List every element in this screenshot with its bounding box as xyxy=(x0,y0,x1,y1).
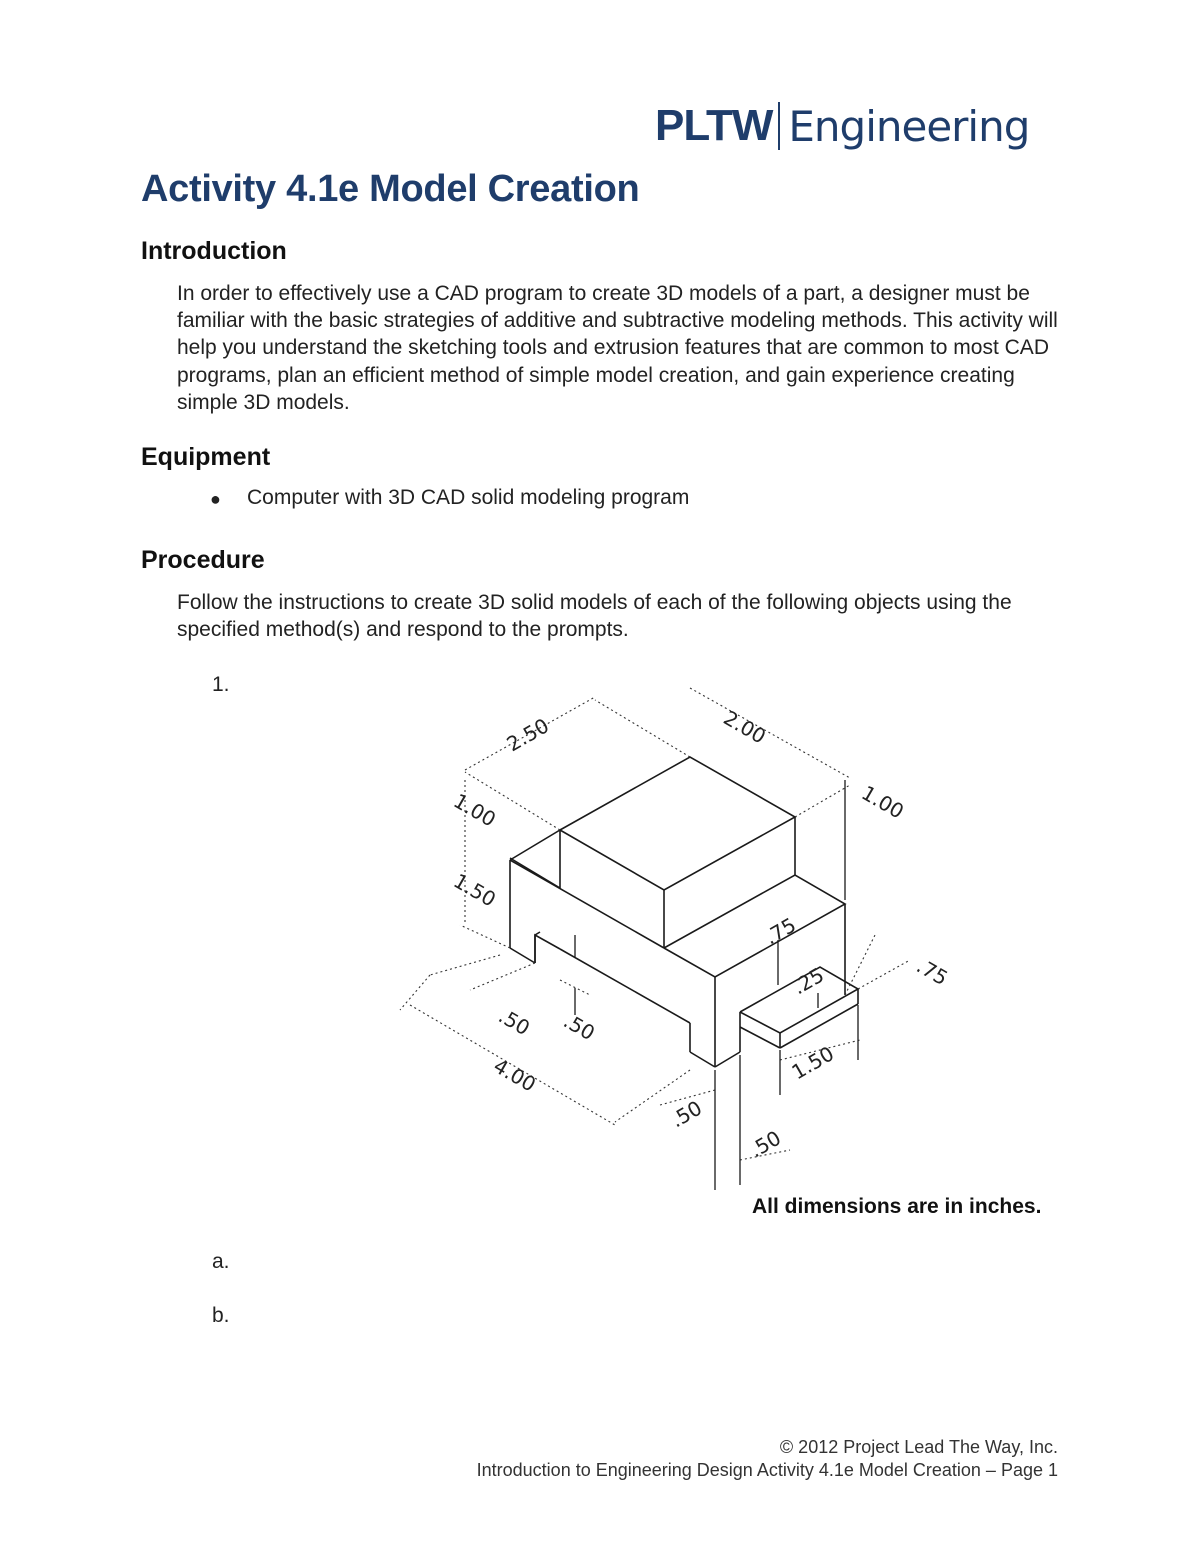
equipment-item-label: Computer with 3D CAD solid modeling program xyxy=(247,486,690,509)
introduction-heading: Introduction xyxy=(141,237,287,265)
procedure-text: Follow the instructions to create 3D solid models of each of the following objects using the specified method(s) and respond to the prompts. xyxy=(177,591,1012,642)
logo-divider xyxy=(778,102,780,150)
bullet-icon: ● xyxy=(210,489,221,509)
footer-page-info: Introduction to Engineering Design Activity 4.1e Model Creation – Page 1 xyxy=(476,1460,1058,1480)
procedure-heading: Procedure xyxy=(141,546,265,574)
dim-label: 2.00 xyxy=(719,705,771,749)
dim-label: .50 xyxy=(745,1125,786,1163)
dimension-labels xyxy=(450,706,953,1163)
dim-label: .75 xyxy=(912,953,953,991)
page-title: Activity 4.1e Model Creation xyxy=(141,168,640,210)
logo-brand: PLTW xyxy=(655,101,773,150)
dim-label: .50 xyxy=(559,1008,600,1046)
dim-label: 1.50 xyxy=(787,1041,839,1085)
dim-label: 4.00 xyxy=(489,1053,541,1097)
dim-label: 1.50 xyxy=(449,868,501,912)
dim-label: .25 xyxy=(788,962,829,1000)
step-number: 1. xyxy=(212,673,230,696)
dim-label: .75 xyxy=(760,912,801,950)
introduction-text: In order to effectively use a CAD program to create 3D models of a part, a designer must be familiar with the basic strategies of additive and subtractive modeling methods. This activity will help you understand the sketching tools and extrusion features that are common to most CAD programs, plan an efficient method of simple model creation, and gain experience creating simple 3D models. xyxy=(177,282,1058,414)
dim-label: 1.00 xyxy=(449,788,501,832)
isometric-drawing xyxy=(395,680,955,1200)
dim-label: 1.00 xyxy=(857,780,909,824)
footer-copyright: © 2012 Project Lead The Way, Inc. xyxy=(779,1437,1058,1457)
dim-label: .50 xyxy=(666,1095,707,1133)
dimension-lines xyxy=(400,688,910,1160)
object-outline xyxy=(510,757,858,1067)
dim-label: 2.50 xyxy=(502,713,554,757)
dim-label: .50 xyxy=(494,1003,535,1041)
sub-item-b: b. xyxy=(212,1304,230,1327)
equipment-heading: Equipment xyxy=(141,443,271,471)
logo-product: Engineering xyxy=(788,101,1030,151)
pltw-engineering-logo xyxy=(655,96,1029,156)
equipment-list-item xyxy=(210,486,689,513)
sub-item-a: a. xyxy=(212,1250,230,1273)
units-note: All dimensions are in inches. xyxy=(752,1195,1042,1218)
